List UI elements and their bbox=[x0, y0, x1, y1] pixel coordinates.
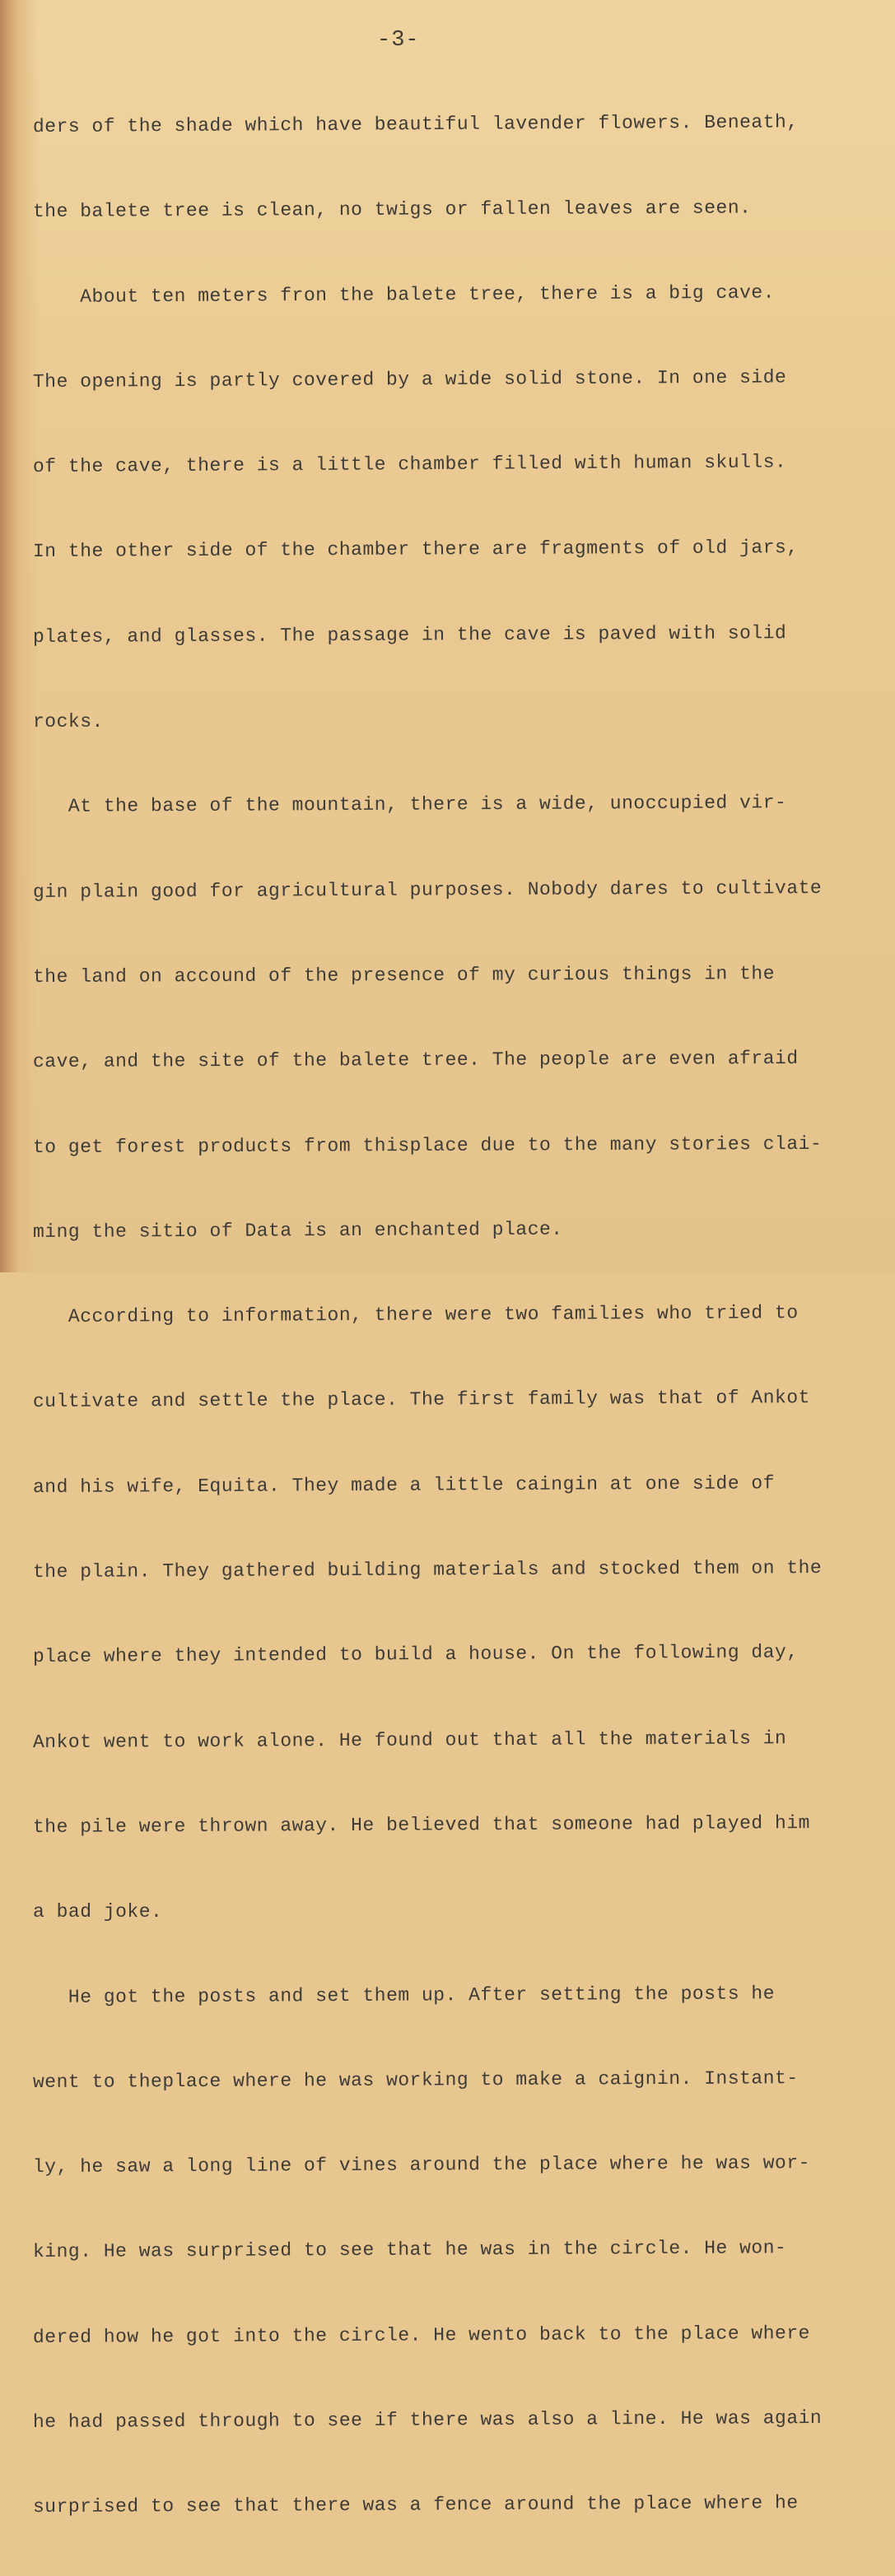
text-line: dered how he got into the circle. He wento back to the place where bbox=[32, 2322, 810, 2348]
text-line: surprised to see that there was a fence around the place where he bbox=[32, 2492, 799, 2518]
text-line: the land on accound of the presence of my curious things in the bbox=[32, 963, 776, 988]
text-line: of the cave, there is a little chamber filled with human skulls. bbox=[32, 451, 787, 478]
text-line: rocks. bbox=[33, 711, 104, 733]
text-line: At the base of the mountain, there is a wide, unoccupied vir- bbox=[32, 792, 787, 818]
text-line: he had passed through to see if there was also a line. He was again bbox=[32, 2406, 823, 2434]
text-line: plates, and glasses. The passage in the cave is paved with solid bbox=[32, 621, 787, 648]
text-line: cultivate and settle the place. The first family was that of Ankot bbox=[32, 1387, 810, 1413]
text-line: the plain. They gathered building materials and stocked them on the bbox=[32, 1557, 823, 1583]
text-line: About ten meters fron the balete tree, there is a big cave. bbox=[32, 281, 776, 308]
text-line: According to information, there were two families who tried to bbox=[32, 1302, 799, 1328]
text-line: the pile were thrown away. He believed that someone had played him bbox=[32, 1811, 810, 1838]
text-line: ming the sitio of Data is an enchanted place. bbox=[32, 1218, 563, 1243]
text-line: and his wife, Equita. They made a little caingin at one side of bbox=[32, 1472, 776, 1498]
text-line: The opening is partly covered by a wide solid stone. In one side bbox=[32, 366, 787, 393]
text-line: the balete tree is clean, no twigs or fallen leaves are seen. bbox=[32, 197, 752, 223]
text-line: Ankot went to work alone. He found out that all the materials in bbox=[32, 1727, 787, 1753]
text-line: He got the posts and set them up. After setting the posts he bbox=[32, 1982, 776, 2008]
text-line: ly, he saw a long line of vines around the place where he was wor- bbox=[32, 2152, 810, 2178]
document-body bbox=[33, 67, 889, 2576]
text-line: In the other side of the chamber there are fragments of old jars, bbox=[32, 537, 799, 563]
text-line: king. He was surprised to see that he was in the circle. He won- bbox=[32, 2237, 787, 2263]
text-line: ders of the shade which have beautiful lavender flowers. Beneath, bbox=[32, 111, 799, 137]
text-line: went to theplace where he was working to make a caignin. Instant- bbox=[32, 2067, 799, 2093]
page-number: -3- bbox=[377, 28, 420, 53]
text-line: to get forest products from thisplace due to the many stories clai- bbox=[32, 1132, 823, 1158]
text-line: a bad joke. bbox=[33, 1901, 163, 1923]
text-line: place where they intended to build a house. On the following day, bbox=[32, 1641, 799, 1668]
text-line: cave, and the site of the balete tree. The people are even afraid bbox=[32, 1048, 799, 1073]
text-line: gin plain good for agricultural purposes. Nobody dares to cultivate bbox=[32, 876, 823, 903]
